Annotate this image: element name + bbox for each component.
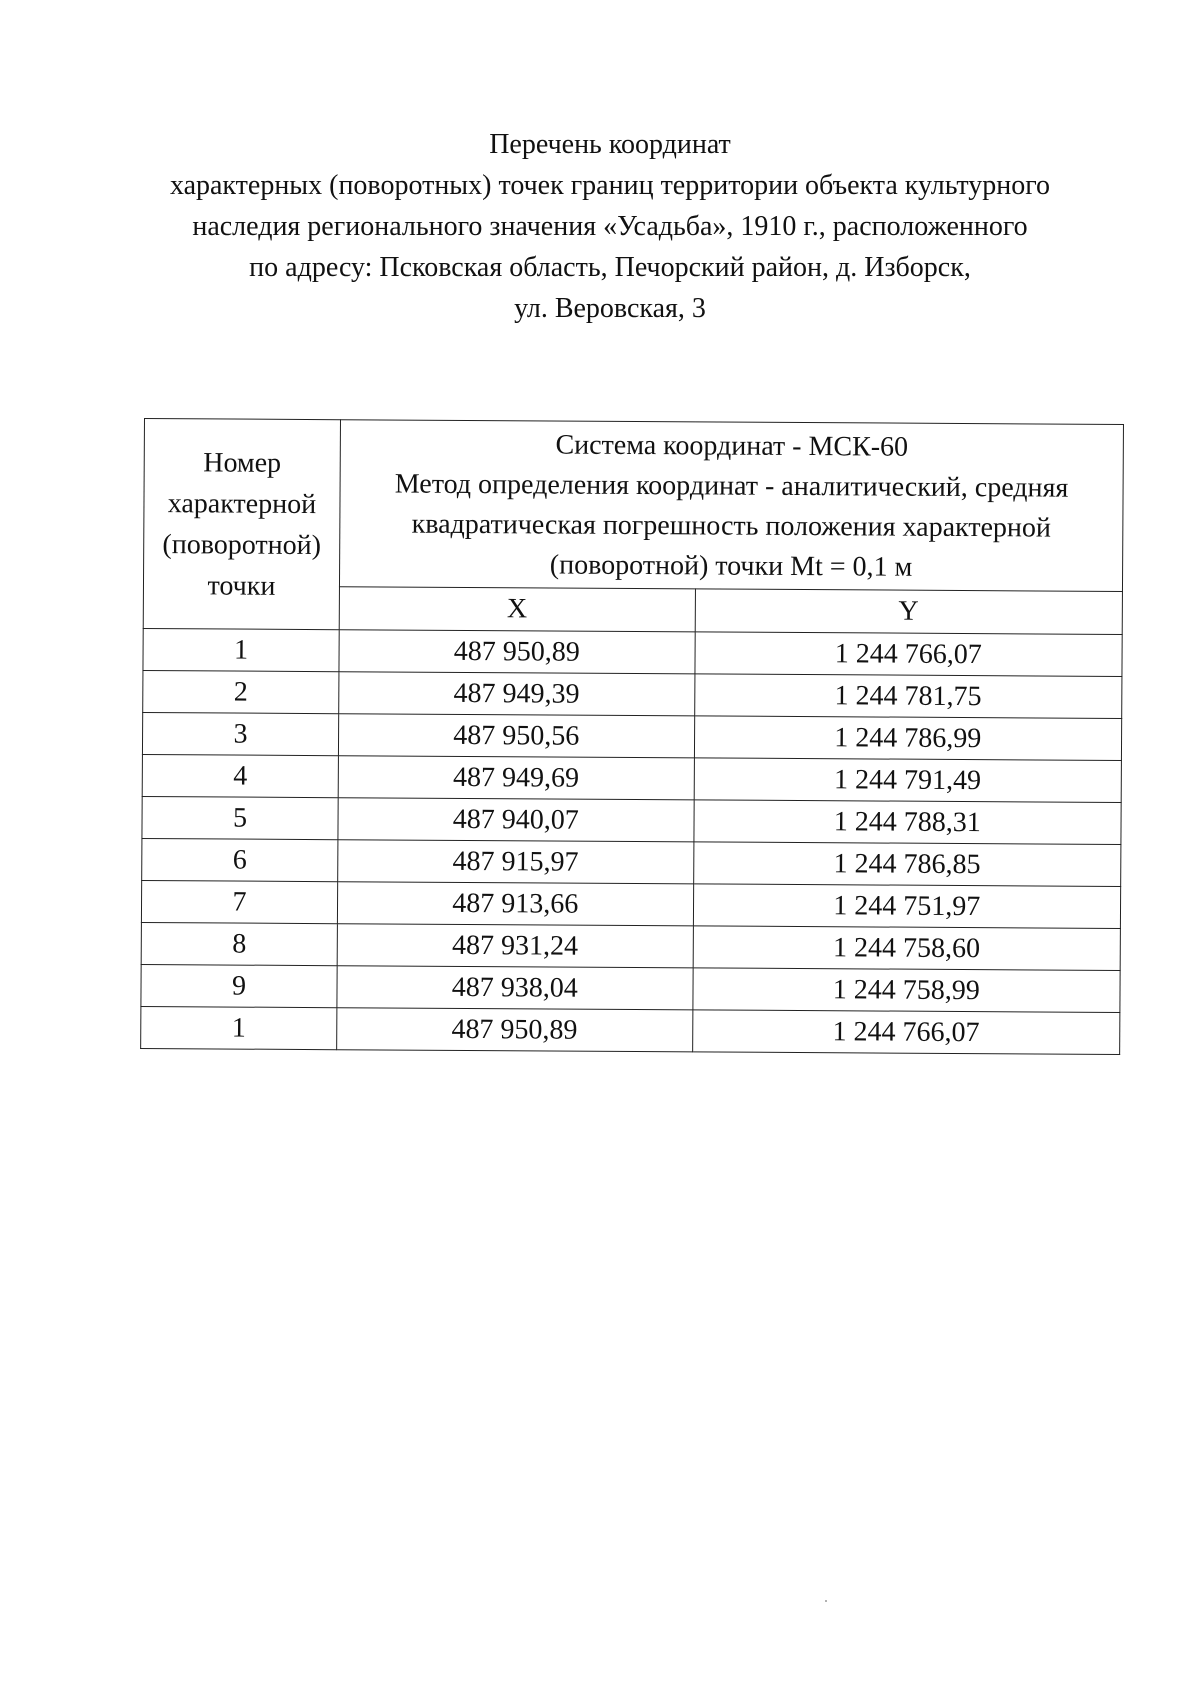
x-value-cell: 487 913,66 — [337, 882, 693, 926]
point-number-cell: 7 — [141, 880, 337, 923]
y-value-cell: 1 244 766,07 — [694, 632, 1122, 677]
x-value-cell: 487 940,07 — [338, 798, 694, 842]
y-value-cell: 1 244 788,31 — [693, 800, 1121, 845]
x-value-cell: 487 950,56 — [338, 714, 694, 758]
document-title — [150, 124, 1070, 329]
coordinates-table — [140, 418, 1124, 1055]
header-line: Метод определения координат - аналитический, средняя — [394, 468, 1069, 504]
title-line: Перечень координат — [489, 129, 731, 160]
x-value-cell: 487 931,24 — [337, 924, 693, 968]
table-row — [141, 1006, 1120, 1054]
table-row — [143, 628, 1122, 676]
y-value-cell: 1 244 781,75 — [694, 674, 1122, 719]
table-row — [141, 880, 1120, 928]
y-value-cell: 1 244 758,99 — [692, 968, 1120, 1013]
point-number-cell: 1 — [141, 1006, 337, 1049]
y-value-cell: 1 244 751,97 — [693, 884, 1121, 929]
table-header-row — [143, 419, 1123, 592]
header-line: (поворотной) — [162, 528, 322, 561]
table-row — [142, 838, 1121, 886]
title-line: наследия регионального значения «Усадьба», 1910 г., расположенного — [192, 211, 1028, 242]
y-value-cell: 1 244 786,85 — [693, 842, 1121, 887]
point-number-cell: 1 — [143, 628, 339, 671]
scan-speck — [825, 1600, 827, 1602]
table-row — [142, 754, 1121, 802]
table-row — [142, 712, 1121, 760]
y-column-header: Y — [695, 589, 1123, 635]
title-line: характерных (поворотных) точек границ территории объекта культурного — [169, 170, 1051, 201]
point-number-header — [143, 419, 340, 630]
point-number-cell: 6 — [142, 838, 338, 881]
x-value-cell: 487 938,04 — [337, 966, 693, 1010]
table-row — [141, 922, 1120, 970]
header-line: квадратическая погрешность положения характерной — [411, 508, 1052, 544]
x-value-cell: 487 949,39 — [339, 672, 695, 716]
point-number-cell: 5 — [142, 796, 338, 839]
x-column-header: X — [339, 587, 695, 632]
x-value-cell: 487 950,89 — [339, 630, 695, 674]
point-number-cell: 8 — [141, 922, 337, 965]
header-line: (поворотной) точки Mt = 0,1 м — [549, 549, 913, 583]
title-line: по адресу: Псковская область, Печорский район, д. Изборск, — [249, 252, 971, 283]
x-value-cell: 487 949,69 — [338, 756, 694, 800]
title-line: ул. Веровская, 3 — [514, 293, 706, 324]
x-value-cell: 487 915,97 — [338, 840, 694, 884]
header-line: точки — [207, 569, 276, 602]
point-number-cell: 4 — [142, 754, 338, 797]
y-value-cell: 1 244 766,07 — [692, 1010, 1120, 1055]
coordinate-system-header — [339, 420, 1123, 592]
table-row — [141, 964, 1120, 1012]
point-number-cell: 3 — [142, 712, 338, 755]
x-value-cell: 487 950,89 — [337, 1008, 693, 1052]
header-line: Система координат - МСК-60 — [555, 429, 909, 463]
point-number-cell: 2 — [143, 670, 339, 713]
header-line: характерной — [167, 487, 317, 520]
table-row — [142, 796, 1121, 844]
point-number-cell: 9 — [141, 964, 337, 1007]
y-value-cell: 1 244 786,99 — [694, 716, 1122, 761]
table-row — [143, 670, 1122, 718]
header-line: Номер — [203, 446, 282, 479]
y-value-cell: 1 244 791,49 — [694, 758, 1122, 803]
y-value-cell: 1 244 758,60 — [693, 926, 1121, 971]
